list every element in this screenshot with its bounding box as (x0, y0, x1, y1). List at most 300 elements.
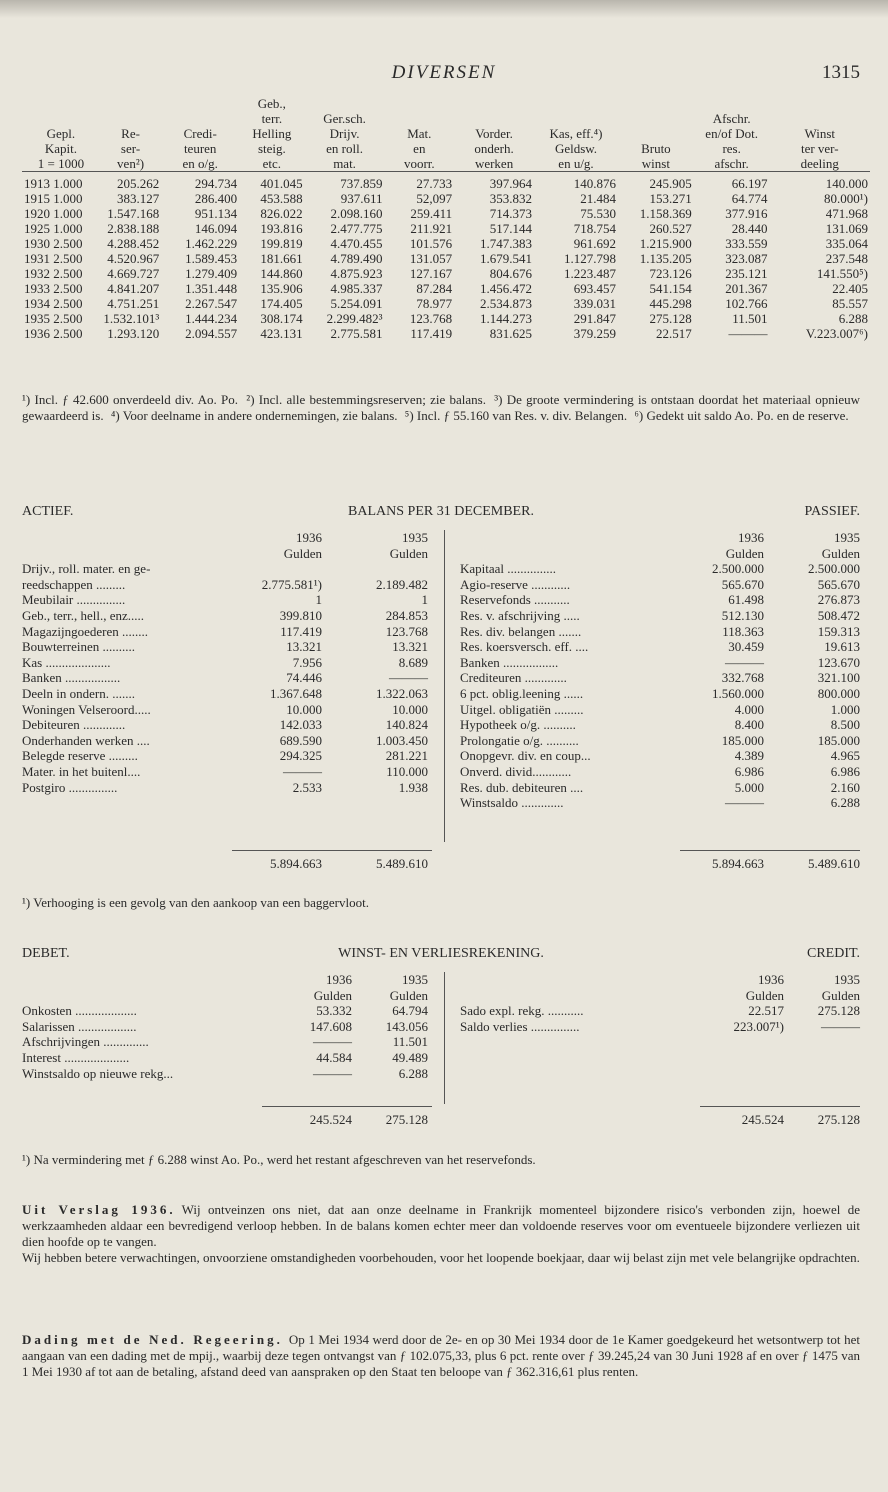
ledger-value-1936: 294.325 (279, 748, 322, 764)
stats-cell: 140.876 (573, 176, 616, 191)
ledger-row (460, 592, 860, 608)
ledger-value-1936: 142.033 (279, 717, 322, 733)
ledger-row (460, 670, 860, 686)
stats-footnote: ²) Incl. alle bestemmingsreserven; zie balans. (246, 392, 486, 407)
stats-cell: 4.751.251 (107, 296, 160, 311)
stats-cell: 831.625 (489, 326, 533, 341)
stats-col-header: Vorder. onderh. werken (454, 96, 534, 172)
ledger-label: Sado expl. rekg. ........... (460, 1003, 584, 1019)
stats-cell: 123.768 (409, 311, 453, 326)
stats-cell: 323.087 (725, 251, 768, 266)
ledger-label: Meubilair ............... (22, 592, 126, 608)
stats-footnote: ⁴) Voor deelname in andere ondernemingen, zie balans. (110, 408, 398, 423)
stats-cell: 1.127.798 (563, 251, 616, 266)
stats-cell: 102.766 (725, 296, 768, 311)
stats-cell: 4.470.455 (330, 236, 383, 251)
dading-lead: Dading met de Ned. Regeering. (22, 1332, 283, 1347)
ledger-label: Onopgevr. div. en coup... (460, 748, 591, 764)
stats-cell: 339.031 (573, 296, 616, 311)
stats-cell: 259.411 (410, 206, 453, 221)
debet-ledger (22, 972, 432, 1081)
stats-cell: 1.158.369 (639, 206, 692, 221)
stats-row (22, 251, 870, 266)
stats-cell: 11.501 (732, 311, 768, 326)
ledger-row (460, 733, 860, 749)
ledger-label: Res. koersversch. eff. .... (460, 639, 589, 655)
stats-cell: 1936 2.500 (24, 326, 83, 341)
stats-cell: 1.462.229 (185, 236, 238, 251)
stats-cell: 146.094 (194, 221, 238, 236)
stats-cell: 333.559 (725, 236, 768, 251)
ledger-label: Res. v. afschrijving ..... (460, 607, 580, 623)
ledger-row (460, 748, 860, 764)
stats-cell: 235.121 (725, 266, 768, 281)
stats-cell: 1913 1.000 (24, 176, 83, 191)
stats-cell: 4.985.337 (330, 281, 383, 296)
ledger-value-1935: 140.824 (385, 717, 428, 733)
ledger-row (22, 624, 432, 640)
unit-header: Gulden (313, 987, 352, 1003)
ledger-label: Winstsaldo ............. (460, 795, 564, 811)
year-header: 1935 (834, 530, 860, 545)
stats-cell: 1931 2.500 (24, 251, 83, 266)
year-header: 1936 (758, 972, 784, 987)
stats-col-header: Kas, eff.⁴) Geldsw. en u/g. (534, 96, 618, 172)
ledger-row (460, 764, 860, 780)
stats-cell: ——— (728, 326, 768, 341)
ledger-value-1936: 1.367.648 (270, 685, 322, 701)
stats-cell: 1.293.120 (107, 326, 160, 341)
ledger-row (460, 577, 860, 593)
stats-footnote: ³) De groote vermindering is ontstaan doordat het materiaal opnieuw gewaardeerd is. (22, 392, 861, 423)
stats-footnote: ⁶) Gedekt uit saldo Ao. Po. en de reserve. (634, 408, 849, 423)
stats-row (22, 326, 870, 341)
year-header: 1935 (834, 972, 860, 987)
pl-divider (444, 972, 445, 1104)
stats-cell: 5.254.091 (330, 296, 383, 311)
ledger-value-1935: 10.000 (392, 701, 428, 717)
stats-cell: 1.215.900 (639, 236, 692, 251)
stats-cell: 286.400 (194, 191, 238, 206)
ledger-row (460, 561, 860, 577)
stats-cell: 6.288 (838, 311, 868, 326)
ledger-row (22, 1034, 432, 1050)
stats-cell: 260.527 (649, 221, 692, 236)
page-number: 1315 (822, 62, 860, 83)
stats-cell: 1.444.234 (185, 311, 238, 326)
ledger-value-1935: 284.853 (385, 607, 428, 623)
ledger-value-1935: 8.689 (398, 654, 428, 670)
ledger-value-1936: 2.775.581¹) (261, 576, 322, 592)
statistics-table (22, 96, 870, 341)
stats-cell: 291.847 (573, 311, 616, 326)
ledger-label: reedschappen ......... (22, 576, 126, 592)
stats-cell: 951.134 (194, 206, 238, 221)
ledger-label: Onverd. divid............ (460, 763, 572, 779)
stats-cell: 4.669.727 (107, 266, 160, 281)
ledger-value-1936: 4.000 (734, 701, 764, 717)
unit-header: Gulden (283, 545, 322, 561)
stats-cell: 4.875.923 (330, 266, 383, 281)
verslag-paragraph-2: Wij hebben betere verwachtingen, onvoorziene omstandigheden voorbehouden, voor het loopende boekjaar, daar wij belast zijn met vele belangrijke opdrachten. (22, 1250, 860, 1265)
ledger-label: Afschrijvingen .............. (22, 1034, 149, 1050)
ledger-label: Res. div. belangen ....... (460, 623, 582, 639)
ledger-value-1935: 281.221 (385, 748, 428, 764)
ledger-row (22, 561, 432, 577)
pl-footnote: ¹) Na vermindering met ƒ 6.288 winst Ao. Po., werd het restant afgeschreven van het reservefonds. (22, 1152, 536, 1167)
stats-col-header: Mat. en voorr. (385, 96, 455, 172)
year-header: 1936 (296, 530, 322, 545)
statistics-body (22, 172, 870, 342)
ledger-label: Banken ................. (460, 654, 559, 670)
stats-cell: 541.154 (649, 281, 692, 296)
year-header-row (22, 972, 432, 988)
stats-cell: 397.964 (489, 176, 533, 191)
ledger-value-1935: ——— (389, 670, 428, 686)
stats-cell: 174.405 (260, 296, 303, 311)
ledger-value-1935: 6.288 (830, 795, 860, 811)
year-header: 1935 (402, 972, 428, 987)
ledger-label: Woningen Velseroord..... (22, 701, 151, 717)
stats-cell: 471.968 (825, 206, 868, 221)
ledger-value-1936: 2.500.000 (712, 561, 764, 577)
ledger-value-1936: ——— (725, 795, 764, 811)
stats-cell: 22.517 (656, 326, 692, 341)
ledger-row (460, 686, 860, 702)
ledger-row (460, 780, 860, 796)
ledger-value-1935: 49.489 (392, 1049, 428, 1065)
ledger-value-1936: 4.389 (734, 748, 764, 764)
year-header: 1935 (402, 530, 428, 545)
ledger-label: Uitgel. obligatiën ......... (460, 701, 584, 717)
ledger-value-1936: 74.446 (286, 670, 322, 686)
credit-total-rule (700, 1106, 860, 1107)
stats-cell: 28.440 (731, 221, 768, 236)
stats-cell: 2.094.557 (185, 326, 238, 341)
ledger-label: Bouwterreinen .......... (22, 639, 136, 655)
ledger-row (22, 1066, 432, 1082)
ledger-row (460, 717, 860, 733)
stats-cell: 141.550⁵) (816, 266, 868, 281)
stats-cell: 87.284 (416, 281, 453, 296)
ledger-row (22, 577, 432, 593)
ledger-value-1936: 185.000 (721, 732, 764, 748)
verslag-lead: Uit Verslag 1936. (22, 1202, 176, 1217)
verslag-paragraph-1: Wij ontveinzen ons niet, dat aan onze deelname in Frankrijk momenteel bijzondere risico's verbonden zijn, hoewel de werkzaamheden aldaar een bevredigend verloop hebben. In de balans komen echter meer dan voldoende reserves voor om eventueele bijzondere verliezen uit dien hoofde op te vangen. (22, 1202, 861, 1249)
stats-cell: 1.144.273 (480, 311, 533, 326)
unit-header: Gulden (725, 545, 764, 561)
stats-cell: 2.838.188 (107, 221, 160, 236)
ledger-row (460, 1019, 860, 1035)
stats-cell: 379.259 (573, 326, 616, 341)
stats-cell: 140.000 (825, 176, 868, 191)
ledger-label: Postgiro ............... (22, 779, 118, 795)
year-header: 1936 (738, 530, 764, 545)
stats-row (22, 236, 870, 251)
stats-cell: 826.022 (260, 206, 303, 221)
stats-row (22, 206, 870, 221)
year-header-row (22, 530, 432, 546)
year-header-row (460, 530, 860, 546)
ledger-value-1936: 53.332 (316, 1003, 352, 1019)
stats-cell: 453.588 (260, 191, 303, 206)
ledger-row (22, 1003, 432, 1019)
ledger-value-1935: 110.000 (386, 763, 428, 779)
stats-cell: 237.548 (825, 251, 868, 266)
ledger-row (22, 592, 432, 608)
ledger-value-1936: 118.363 (722, 623, 764, 639)
stats-cell: 205.262 (117, 176, 160, 191)
debet-total-1936: 245.524 (309, 1112, 352, 1127)
actief-total (22, 856, 432, 872)
stats-cell: 1.135.205 (639, 251, 692, 266)
stats-cell: 4.841.207 (107, 281, 160, 296)
passief-total-rule (680, 850, 860, 851)
ledger-label: Interest .................... (22, 1049, 130, 1065)
ledger-value-1936: 147.608 (309, 1018, 352, 1034)
stats-cell: 1933 2.500 (24, 281, 83, 296)
unit-header-row (22, 988, 432, 1004)
ledger-value-1936: 13.321 (286, 639, 322, 655)
ledger-label: Belegde reserve ......... (22, 748, 138, 764)
pl-title: WINST- EN VERLIESREKENING. (338, 946, 544, 961)
stats-row (22, 191, 870, 206)
stats-cell: 718.754 (573, 221, 616, 236)
ledger-value-1935: 13.321 (392, 639, 428, 655)
stats-cell: 1.679.541 (480, 251, 533, 266)
stats-cell: 201.367 (725, 281, 768, 296)
stats-cell: 1.456.472 (480, 281, 533, 296)
balance-divider (444, 530, 445, 842)
stats-cell: 1915 1.000 (24, 191, 83, 206)
credit-total (460, 1112, 860, 1128)
stats-cell: 101.576 (409, 236, 453, 251)
ledger-label: Kas .................... (22, 654, 111, 670)
ledger-row (460, 795, 860, 811)
ledger-value-1935: 321.100 (817, 670, 860, 686)
stats-cell: 117.419 (410, 326, 453, 341)
ledger-value-1936: 332.768 (721, 670, 764, 686)
stats-cell: 517.144 (489, 221, 533, 236)
ledger-value-1936: 1 (315, 592, 322, 608)
stats-cell: 80.000¹) (824, 191, 868, 206)
stats-cell: 2.299.482³ (326, 311, 383, 326)
ledger-row (22, 748, 432, 764)
ledger-label: Deeln in ondern. ....... (22, 685, 136, 701)
unit-header: Gulden (745, 987, 784, 1003)
ledger-value-1936: 689.590 (279, 732, 322, 748)
stats-cell: 445.298 (649, 296, 692, 311)
stats-cell: 1930 2.500 (24, 236, 83, 251)
stats-col-header: Re- ser- ven²) (100, 96, 161, 172)
stats-cell: V.223.007⁶) (805, 326, 868, 341)
ledger-value-1935: 11.501 (392, 1034, 428, 1050)
stats-cell: 22.405 (832, 281, 868, 296)
ledger-value-1935: 1.003.450 (376, 732, 428, 748)
stats-cell: 85.557 (832, 296, 868, 311)
debet-total-1935: 275.128 (385, 1112, 428, 1127)
stats-col-header: Gepl. Kapit. 1 = 1000 (22, 96, 100, 172)
stats-cell: 1932 2.500 (24, 266, 83, 281)
stats-cell: 2.267.547 (185, 296, 238, 311)
ledger-value-1936: 7.956 (292, 654, 322, 670)
stats-cell: 1.279.409 (185, 266, 238, 281)
ledger-value-1936: ——— (313, 1065, 352, 1081)
stats-cell: 131.057 (409, 251, 453, 266)
stats-cell: 383.127 (117, 191, 160, 206)
ledger-label: Debiteuren ............. (22, 717, 126, 733)
unit-header-row (460, 988, 860, 1004)
stats-col-header: Credi- teuren en o/g. (161, 96, 239, 172)
credit-total-1935: 275.128 (817, 1112, 860, 1127)
ledger-value-1935: 159.313 (817, 623, 860, 639)
unit-header-row (460, 546, 860, 562)
stats-cell: 401.045 (260, 176, 303, 191)
stats-cell: 27.733 (416, 176, 453, 191)
stats-col-header: Bruto winst (618, 96, 694, 172)
stats-cell: 135.906 (260, 281, 303, 296)
year-header-row (460, 972, 860, 988)
ledger-value-1936: ——— (313, 1034, 352, 1050)
ledger-label: Hypotheek o/g. .......... (460, 717, 576, 733)
ledger-value-1936: 10.000 (286, 701, 322, 717)
stats-cell: 64.774 (731, 191, 768, 206)
passief-total (460, 856, 860, 872)
ledger-label: Banken ................. (22, 670, 121, 686)
stats-cell: 275.128 (649, 311, 692, 326)
stats-cell: 193.816 (260, 221, 303, 236)
ledger-label: Saldo verlies ............... (460, 1018, 580, 1034)
ledger-row (22, 1019, 432, 1035)
stats-cell: 1920 1.000 (24, 206, 83, 221)
ledger-label: Salarissen .................. (22, 1018, 137, 1034)
ledger-row (22, 608, 432, 624)
ledger-label: Magazijngoederen ........ (22, 623, 148, 639)
stats-col-header: Geb., terr. Helling steig. etc. (239, 96, 305, 172)
dading-text: Op 1 Mei 1934 werd door de 2e- en op 30 Mei 1934 door de 1e Kamer goedgekeurd het wetsontwerp tot het aangaan van een dading met de mpij., waarbij deze tegen ontvangst van ƒ 102.075,33, plus 6 pct. rente over ƒ 39.245,24 van 30 Juni 1928 af en over ƒ 1475 van 1 Mei 1930 af tot aan de betaling, afstand deed van aanspraken op den Staat ten beloope van ƒ 362.316,61 plus renten. (22, 1332, 860, 1379)
ledger-value-1935: 565.670 (817, 576, 860, 592)
stats-cell: 804.676 (489, 266, 533, 281)
ledger-row (22, 733, 432, 749)
ledger-row (22, 1050, 432, 1066)
ledger-row (460, 608, 860, 624)
ledger-row (22, 639, 432, 655)
ledger-value-1935: 123.768 (385, 623, 428, 639)
actief-heading: ACTIEF. (22, 504, 74, 519)
unit-header-row (22, 546, 432, 562)
ledger-row (460, 624, 860, 640)
stats-col-header: Afschr. en/of Dot. res. afschr. (694, 96, 770, 172)
ledger-label: Onkosten ................... (22, 1003, 137, 1019)
ledger-row (460, 655, 860, 671)
ledger-row (460, 702, 860, 718)
ledger-label: Crediteuren ............. (460, 670, 567, 686)
ledger-value-1935: 143.056 (385, 1018, 428, 1034)
stats-cell: 75.530 (580, 206, 616, 221)
stats-row (22, 266, 870, 281)
stats-row (22, 311, 870, 326)
ledger-value-1935: 800.000 (817, 685, 860, 701)
credit-ledger (460, 972, 860, 1034)
stats-cell: 294.734 (194, 176, 238, 191)
stats-cell: 2.534.873 (480, 296, 533, 311)
stats-cell: 211.921 (410, 221, 453, 236)
ledger-value-1935: 185.000 (817, 732, 860, 748)
ledger-value-1936: 565.670 (721, 576, 764, 592)
ledger-row (22, 702, 432, 718)
stats-row (22, 296, 870, 311)
ledger-value-1936: 223.007¹) (733, 1018, 784, 1034)
stats-cell: 961.692 (573, 236, 616, 251)
stats-cell: 737.859 (340, 176, 383, 191)
stats-cell: 245.905 (649, 176, 692, 191)
stats-row (22, 172, 870, 192)
stats-cell: 1.351.448 (185, 281, 238, 296)
ledger-value-1936: 117.419 (280, 623, 322, 639)
actief-total-1935: 5.489.610 (376, 856, 428, 871)
ledger-value-1935: 19.613 (824, 639, 860, 655)
actief-ledger (22, 530, 432, 795)
stats-cell: 21.484 (580, 191, 616, 206)
ledger-value-1936: 512.130 (721, 607, 764, 623)
ledger-value-1935: 508.472 (817, 607, 860, 623)
ledger-value-1936: 22.517 (748, 1003, 784, 1019)
ledger-label: Reservefonds ........... (460, 592, 570, 608)
stats-cell: 353.832 (489, 191, 533, 206)
stats-cell: 1.747.383 (480, 236, 533, 251)
unit-header: Gulden (821, 545, 860, 561)
ledger-value-1935: 276.873 (817, 592, 860, 608)
ledger-row (22, 670, 432, 686)
ledger-value-1936: 2.533 (292, 779, 322, 795)
stats-cell: 78.977 (416, 296, 453, 311)
ledger-row (22, 780, 432, 796)
stats-col-header: Winst ter ver- deeling (770, 96, 870, 172)
balance-footnote: ¹) Verhooging is een gevolg van den aankoop van een baggervloot. (22, 895, 369, 910)
stats-cell: 937.611 (340, 191, 383, 206)
stats-cell: 127.167 (409, 266, 453, 281)
ledger-label: Agio-reserve ............ (460, 576, 571, 592)
stats-cell: 52,097 (416, 191, 453, 206)
ledger-value-1936: 5.000 (734, 779, 764, 795)
ledger-row (22, 717, 432, 733)
passief-total-1935: 5.489.610 (808, 856, 860, 871)
ledger-row (22, 655, 432, 671)
stats-cell: 199.819 (260, 236, 303, 251)
ledger-label: Prolongatie o/g. .......... (460, 732, 579, 748)
ledger-row (22, 686, 432, 702)
stats-footnote: ¹) Incl. ƒ 42.600 onverdeeld div. Ao. Po. (22, 392, 239, 407)
stats-row (22, 221, 870, 236)
ledger-value-1935: 2.160 (830, 779, 860, 795)
stats-cell: 66.197 (731, 176, 768, 191)
stats-cell: 723.126 (649, 266, 692, 281)
ledger-value-1935: 1.938 (398, 779, 428, 795)
ledger-label: Geb., terr., hell., enz..... (22, 607, 145, 623)
ledger-value-1935: 4.965 (830, 748, 860, 764)
ledger-label: Mater. in het buitenl.... (22, 763, 141, 779)
ledger-value-1936: ——— (725, 654, 764, 670)
ledger-value-1936: 44.584 (316, 1049, 352, 1065)
stats-cell: 144.860 (260, 266, 303, 281)
ledger-value-1935: 2.500.000 (808, 561, 860, 577)
debet-total (22, 1112, 432, 1128)
stats-col-header: Ger.sch. Drijv. en roll. mat. (305, 96, 385, 172)
stats-cell: 693.457 (573, 281, 616, 296)
ledger-value-1936: ——— (283, 763, 322, 779)
statistics-footnotes (22, 392, 860, 424)
ledger-label: Winstsaldo op nieuwe rekg... (22, 1065, 174, 1081)
